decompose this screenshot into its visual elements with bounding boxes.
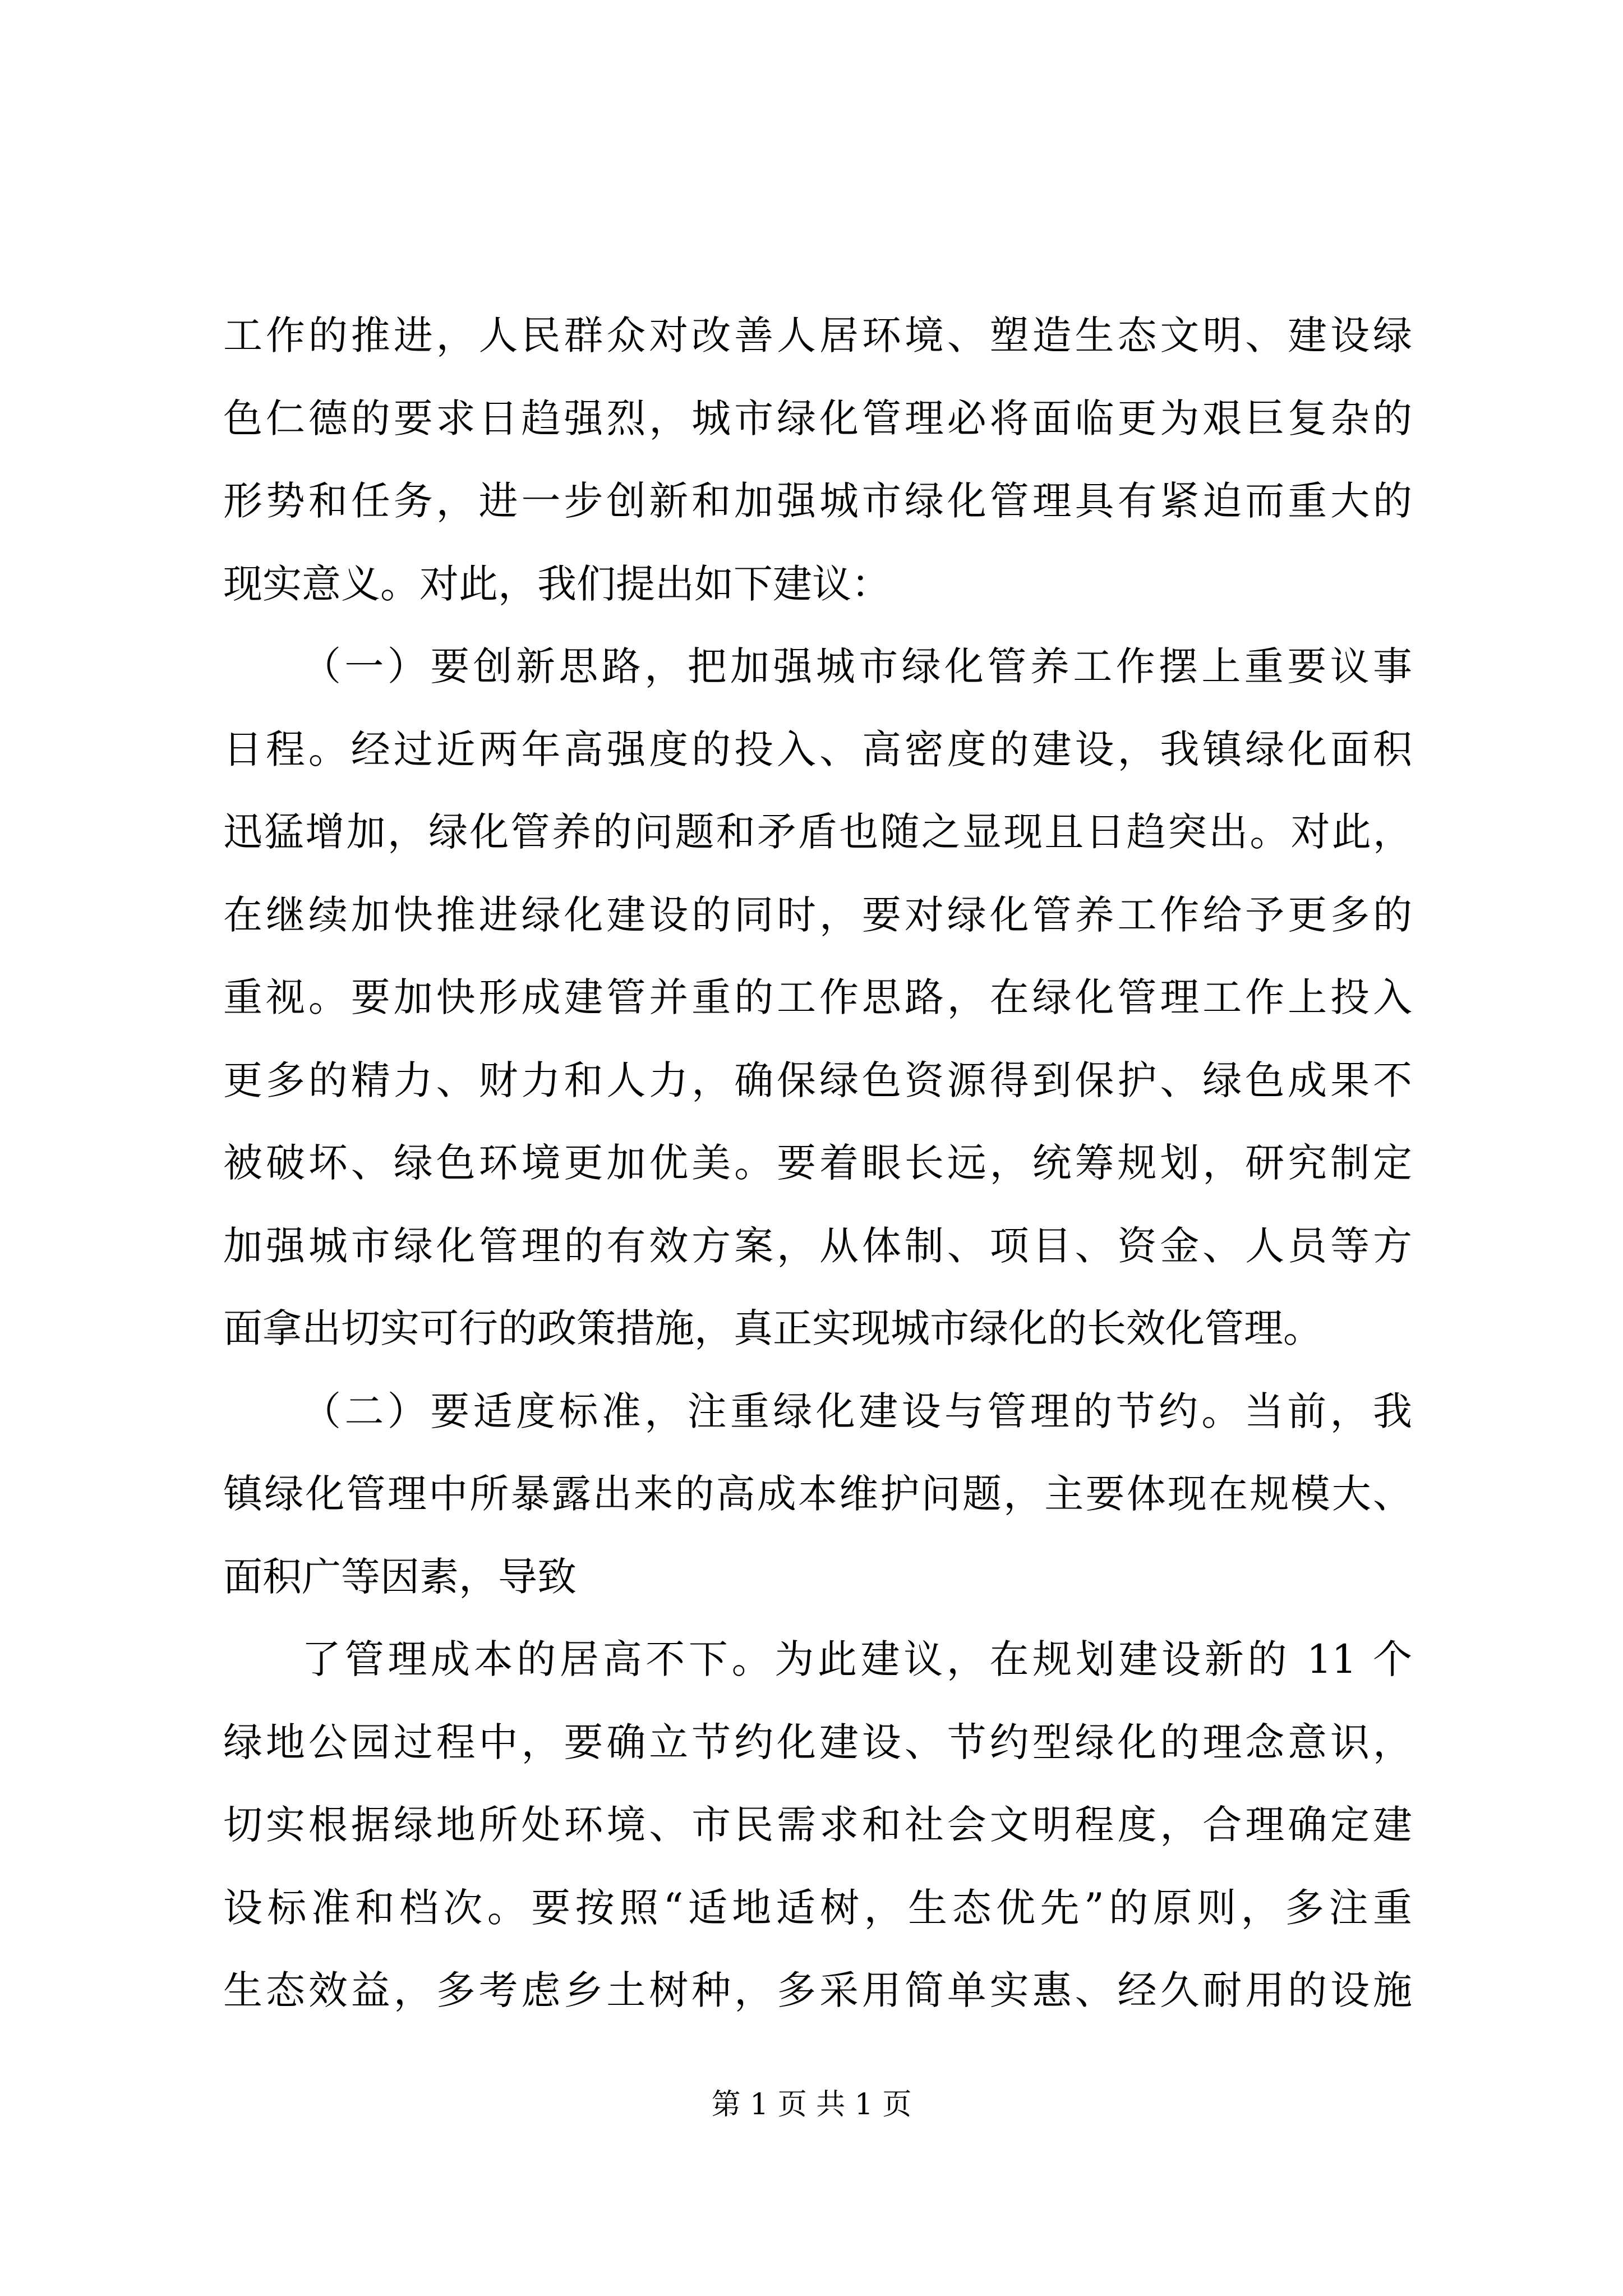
text-line-16: 面积广等因素，导致 [223, 1553, 577, 1600]
text-line-5: （一）要创新思路，把加强城市绿化管养工作摆上重要议事 [302, 643, 1412, 689]
text-line-15: 镇绿化管理中所暴露出来的高成本维护问题，主要体现在规模大、 [223, 1471, 1412, 1517]
text-line-3: 形势和任务，进一步创新和加强城市绿化管理具有紧迫而重大的 [223, 478, 1412, 524]
text-line-9: 重视。要加快形成建管并重的工作思路，在绿化管理工作上投入 [223, 974, 1412, 1020]
page-footer: 第 1 页 共 1 页 [711, 2088, 912, 2122]
text-line-2: 色仁德的要求日趋强烈，城市绿化管理必将面临更为艰巨复杂的 [223, 395, 1412, 441]
text-line-11: 被破坏、绿色环境更加优美。要着眼长远，统筹规划，研究制定 [223, 1140, 1412, 1186]
text-line-10: 更多的精力、财力和人力，确保绿色资源得到保护、绿色成果不 [223, 1057, 1412, 1103]
document-body [223, 295, 1412, 2032]
text-line-6: 日程。经过近两年高强度的投入、高密度的建设，我镇绿化面积 [223, 726, 1412, 772]
text-line-1: 工作的推进，人民群众对改善人居环境、塑造生态文明、建设绿 [223, 312, 1412, 358]
text-line-13: 面拿出切实可行的政策措施，真正实现城市绿化的长效化管理。 [223, 1305, 1322, 1351]
text-line-7: 迅猛增加，绿化管养的问题和矛盾也随之显现且日趋突出。对此， [223, 809, 1412, 855]
text-line-20: 设标准和档次。要按照“适地适树，生态优先”的原则，多注重 [223, 1884, 1412, 1931]
text-line-17: 了管理成本的居高不下。为此建议，在规划建设新的 11 个 [302, 1636, 1412, 1682]
text-line-19: 切实根据绿地所处环境、市民需求和社会文明程度，合理确定建 [223, 1802, 1412, 1848]
text-line-14: （二）要适度标准，注重绿化建设与管理的节约。当前，我 [302, 1388, 1412, 1434]
text-line-4: 现实意义。对此，我们提出如下建议： [223, 560, 891, 607]
text-line-18: 绿地公园过程中，要确立节约化建设、节约型绿化的理念意识， [223, 1719, 1412, 1765]
text-line-21: 生态效益，多考虑乡土树种，多采用简单实惠、经久耐用的设施 [223, 1967, 1412, 2013]
text-line-8: 在继续加快推进绿化建设的同时，要对绿化管养工作给予更多的 [223, 891, 1412, 938]
text-line-12: 加强城市绿化管理的有效方案，从体制、项目、资金、人员等方 [223, 1222, 1412, 1269]
